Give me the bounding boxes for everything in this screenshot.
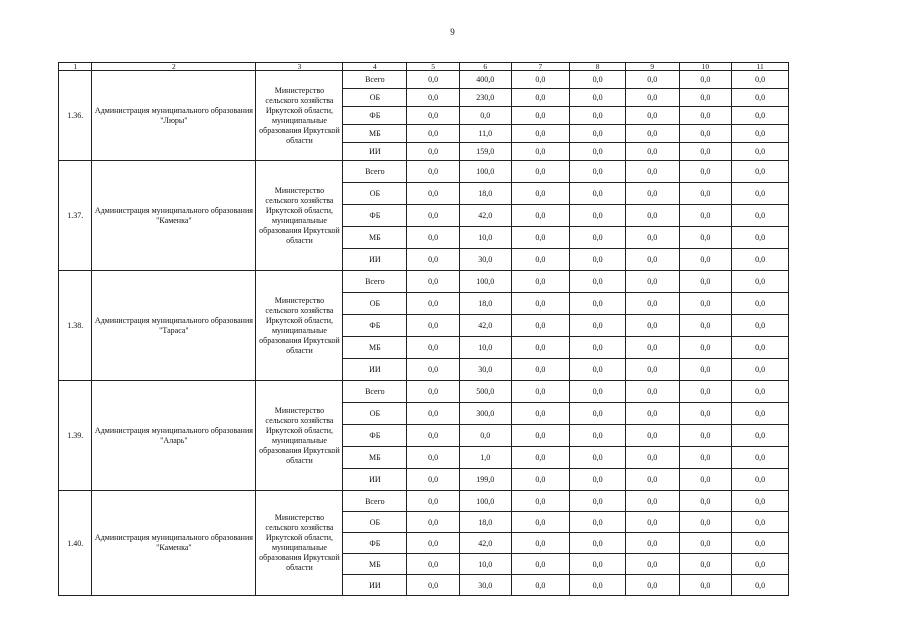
funding-source: ИИ <box>343 575 407 596</box>
amount-cell: 0,0 <box>679 403 732 425</box>
amount-cell: 0,0 <box>679 512 732 533</box>
amount-cell: 300,0 <box>459 403 511 425</box>
amount-cell: 18,0 <box>459 512 511 533</box>
funding-source: ФБ <box>343 205 407 227</box>
funding-source: МБ <box>343 337 407 359</box>
amount-cell: 0,0 <box>511 227 570 249</box>
amount-cell: 0,0 <box>511 575 570 596</box>
amount-cell: 0,0 <box>625 271 679 293</box>
amount-cell: 0,0 <box>679 161 732 183</box>
amount-cell: 0,0 <box>732 381 789 403</box>
amount-cell: 0,0 <box>679 89 732 107</box>
amount-cell: 18,0 <box>459 293 511 315</box>
amount-cell: 30,0 <box>459 249 511 271</box>
funding-source: ИИ <box>343 249 407 271</box>
table-row <box>59 271 789 293</box>
amount-cell: 0,0 <box>732 533 789 554</box>
amount-cell: 0,0 <box>679 469 732 491</box>
amount-cell: 1,0 <box>459 447 511 469</box>
amount-cell: 0,0 <box>625 512 679 533</box>
amount-cell: 0,0 <box>407 293 460 315</box>
organization-name: Администрация муниципального образования "Каменка" <box>92 491 256 596</box>
amount-cell: 0,0 <box>407 512 460 533</box>
amount-cell: 0,0 <box>459 425 511 447</box>
amount-cell: 0,0 <box>570 381 626 403</box>
amount-cell: 0,0 <box>679 554 732 575</box>
responsible-ministry: Министерство сельского хозяйства Иркутской области, муниципальные образования Иркутской области <box>256 161 343 271</box>
funding-source: Всего <box>343 271 407 293</box>
item-number: 1.40. <box>59 491 92 596</box>
amount-cell: 100,0 <box>459 491 511 512</box>
amount-cell: 0,0 <box>407 107 460 125</box>
amount-cell: 0,0 <box>679 533 732 554</box>
amount-cell: 0,0 <box>625 425 679 447</box>
amount-cell: 0,0 <box>625 359 679 381</box>
amount-cell: 0,0 <box>570 491 626 512</box>
amount-cell: 0,0 <box>625 125 679 143</box>
funding-source: ОБ <box>343 183 407 205</box>
amount-cell: 0,0 <box>679 447 732 469</box>
amount-cell: 30,0 <box>459 575 511 596</box>
amount-cell: 0,0 <box>570 143 626 161</box>
amount-cell: 0,0 <box>732 403 789 425</box>
amount-cell: 0,0 <box>511 425 570 447</box>
amount-cell: 0,0 <box>625 205 679 227</box>
amount-cell: 0,0 <box>407 183 460 205</box>
amount-cell: 0,0 <box>732 107 789 125</box>
amount-cell: 11,0 <box>459 125 511 143</box>
amount-cell: 0,0 <box>407 359 460 381</box>
amount-cell: 0,0 <box>570 293 626 315</box>
amount-cell: 0,0 <box>679 107 732 125</box>
amount-cell: 0,0 <box>679 143 732 161</box>
amount-cell: 500,0 <box>459 381 511 403</box>
amount-cell: 0,0 <box>625 403 679 425</box>
amount-cell: 0,0 <box>625 447 679 469</box>
amount-cell: 0,0 <box>732 249 789 271</box>
column-header: 10 <box>679 63 732 71</box>
amount-cell: 0,0 <box>679 315 732 337</box>
amount-cell: 0,0 <box>511 554 570 575</box>
amount-cell: 0,0 <box>570 271 626 293</box>
amount-cell: 42,0 <box>459 315 511 337</box>
amount-cell: 0,0 <box>570 107 626 125</box>
amount-cell: 0,0 <box>679 381 732 403</box>
amount-cell: 0,0 <box>679 425 732 447</box>
amount-cell: 0,0 <box>732 271 789 293</box>
amount-cell: 0,0 <box>732 71 789 89</box>
amount-cell: 0,0 <box>511 512 570 533</box>
amount-cell: 0,0 <box>679 71 732 89</box>
amount-cell: 0,0 <box>679 125 732 143</box>
amount-cell: 0,0 <box>511 89 570 107</box>
amount-cell: 0,0 <box>625 143 679 161</box>
funding-source: МБ <box>343 125 407 143</box>
amount-cell: 0,0 <box>679 227 732 249</box>
amount-cell: 0,0 <box>570 89 626 107</box>
column-header: 11 <box>732 63 789 71</box>
funding-source: МБ <box>343 554 407 575</box>
amount-cell: 0,0 <box>732 315 789 337</box>
item-number: 1.36. <box>59 71 92 161</box>
amount-cell: 0,0 <box>732 205 789 227</box>
amount-cell: 30,0 <box>459 359 511 381</box>
organization-name: Администрация муниципального образования "Тараса" <box>92 271 256 381</box>
amount-cell: 0,0 <box>407 315 460 337</box>
funding-source: ОБ <box>343 403 407 425</box>
amount-cell: 0,0 <box>625 249 679 271</box>
amount-cell: 0,0 <box>570 227 626 249</box>
amount-cell: 0,0 <box>511 143 570 161</box>
amount-cell: 0,0 <box>679 205 732 227</box>
amount-cell: 0,0 <box>732 469 789 491</box>
amount-cell: 18,0 <box>459 183 511 205</box>
amount-cell: 0,0 <box>570 469 626 491</box>
responsible-ministry: Министерство сельского хозяйства Иркутской области, муниципальные образования Иркутской области <box>256 381 343 491</box>
amount-cell: 0,0 <box>679 271 732 293</box>
amount-cell: 0,0 <box>625 337 679 359</box>
amount-cell: 0,0 <box>625 381 679 403</box>
amount-cell: 0,0 <box>407 447 460 469</box>
funding-source: ФБ <box>343 533 407 554</box>
amount-cell: 0,0 <box>679 249 732 271</box>
responsible-ministry: Министерство сельского хозяйства Иркутской области, муниципальные образования Иркутской области <box>256 271 343 381</box>
funding-source: ИИ <box>343 359 407 381</box>
amount-cell: 0,0 <box>732 183 789 205</box>
amount-cell: 0,0 <box>407 575 460 596</box>
amount-cell: 0,0 <box>570 447 626 469</box>
amount-cell: 0,0 <box>732 491 789 512</box>
funding-source: МБ <box>343 447 407 469</box>
amount-cell: 159,0 <box>459 143 511 161</box>
funding-source: Всего <box>343 491 407 512</box>
amount-cell: 0,0 <box>511 71 570 89</box>
responsible-ministry: Министерство сельского хозяйства Иркутской области, муниципальные образования Иркутской области <box>256 71 343 161</box>
amount-cell: 0,0 <box>407 337 460 359</box>
column-header: 2 <box>92 63 256 71</box>
amount-cell: 0,0 <box>570 205 626 227</box>
amount-cell: 0,0 <box>511 533 570 554</box>
amount-cell: 0,0 <box>732 575 789 596</box>
amount-cell: 0,0 <box>732 447 789 469</box>
table-row <box>59 381 789 403</box>
organization-name: Администрация муниципального образования "Каменка" <box>92 161 256 271</box>
amount-cell: 0,0 <box>732 143 789 161</box>
funding-source: ФБ <box>343 425 407 447</box>
amount-cell: 0,0 <box>407 71 460 89</box>
amount-cell: 0,0 <box>570 575 626 596</box>
amount-cell: 0,0 <box>407 249 460 271</box>
amount-cell: 0,0 <box>407 533 460 554</box>
amount-cell: 0,0 <box>679 575 732 596</box>
amount-cell: 0,0 <box>570 337 626 359</box>
organization-name: Администрация муниципального образования "Аларь" <box>92 381 256 491</box>
amount-cell: 0,0 <box>732 337 789 359</box>
amount-cell: 0,0 <box>625 183 679 205</box>
amount-cell: 0,0 <box>732 293 789 315</box>
table-row <box>59 491 789 512</box>
amount-cell: 0,0 <box>511 491 570 512</box>
amount-cell: 42,0 <box>459 533 511 554</box>
amount-cell: 10,0 <box>459 227 511 249</box>
amount-cell: 100,0 <box>459 271 511 293</box>
amount-cell: 0,0 <box>570 403 626 425</box>
amount-cell: 0,0 <box>625 71 679 89</box>
amount-cell: 10,0 <box>459 337 511 359</box>
amount-cell: 0,0 <box>570 512 626 533</box>
amount-cell: 0,0 <box>732 227 789 249</box>
amount-cell: 0,0 <box>407 205 460 227</box>
column-header: 7 <box>511 63 570 71</box>
amount-cell: 0,0 <box>459 107 511 125</box>
amount-cell: 0,0 <box>407 425 460 447</box>
table-row <box>59 161 789 183</box>
amount-cell: 0,0 <box>625 575 679 596</box>
amount-cell: 199,0 <box>459 469 511 491</box>
amount-cell: 400,0 <box>459 71 511 89</box>
amount-cell: 0,0 <box>511 249 570 271</box>
amount-cell: 0,0 <box>511 271 570 293</box>
column-header: 8 <box>570 63 626 71</box>
amount-cell: 0,0 <box>732 125 789 143</box>
amount-cell: 0,0 <box>732 425 789 447</box>
column-header: 4 <box>343 63 407 71</box>
amount-cell: 0,0 <box>732 512 789 533</box>
funding-source: ИИ <box>343 469 407 491</box>
item-number: 1.37. <box>59 161 92 271</box>
column-header: 1 <box>59 63 92 71</box>
header-row <box>59 63 789 71</box>
budget-table <box>58 62 789 596</box>
amount-cell: 0,0 <box>407 227 460 249</box>
amount-cell: 0,0 <box>625 315 679 337</box>
amount-cell: 0,0 <box>407 381 460 403</box>
amount-cell: 0,0 <box>407 491 460 512</box>
amount-cell: 0,0 <box>511 381 570 403</box>
amount-cell: 0,0 <box>732 89 789 107</box>
funding-source: Всего <box>343 161 407 183</box>
amount-cell: 0,0 <box>407 143 460 161</box>
table-row <box>59 71 789 89</box>
responsible-ministry: Министерство сельского хозяйства Иркутской области, муниципальные образования Иркутской области <box>256 491 343 596</box>
amount-cell: 0,0 <box>511 161 570 183</box>
funding-source: ОБ <box>343 512 407 533</box>
amount-cell: 0,0 <box>625 533 679 554</box>
page-number: 9 <box>450 27 455 37</box>
amount-cell: 0,0 <box>511 183 570 205</box>
amount-cell: 0,0 <box>511 403 570 425</box>
amount-cell: 0,0 <box>625 161 679 183</box>
funding-source: МБ <box>343 227 407 249</box>
amount-cell: 10,0 <box>459 554 511 575</box>
column-header: 3 <box>256 63 343 71</box>
amount-cell: 0,0 <box>625 107 679 125</box>
amount-cell: 0,0 <box>625 293 679 315</box>
amount-cell: 0,0 <box>511 315 570 337</box>
amount-cell: 0,0 <box>570 249 626 271</box>
organization-name: Администрация муниципального образования "Люры" <box>92 71 256 161</box>
amount-cell: 0,0 <box>570 554 626 575</box>
amount-cell: 0,0 <box>679 183 732 205</box>
amount-cell: 0,0 <box>625 491 679 512</box>
amount-cell: 100,0 <box>459 161 511 183</box>
amount-cell: 0,0 <box>407 161 460 183</box>
amount-cell: 0,0 <box>511 107 570 125</box>
amount-cell: 0,0 <box>511 337 570 359</box>
item-number: 1.38. <box>59 271 92 381</box>
amount-cell: 230,0 <box>459 89 511 107</box>
amount-cell: 0,0 <box>511 205 570 227</box>
amount-cell: 0,0 <box>570 71 626 89</box>
funding-source: ФБ <box>343 315 407 337</box>
funding-source: ОБ <box>343 293 407 315</box>
amount-cell: 0,0 <box>407 469 460 491</box>
amount-cell: 0,0 <box>407 271 460 293</box>
amount-cell: 0,0 <box>570 533 626 554</box>
amount-cell: 0,0 <box>511 293 570 315</box>
amount-cell: 0,0 <box>732 359 789 381</box>
amount-cell: 0,0 <box>625 89 679 107</box>
amount-cell: 0,0 <box>625 554 679 575</box>
amount-cell: 0,0 <box>625 227 679 249</box>
amount-cell: 0,0 <box>732 554 789 575</box>
column-header: 5 <box>407 63 460 71</box>
amount-cell: 42,0 <box>459 205 511 227</box>
column-header: 6 <box>459 63 511 71</box>
funding-source: Всего <box>343 71 407 89</box>
amount-cell: 0,0 <box>511 447 570 469</box>
amount-cell: 0,0 <box>407 89 460 107</box>
item-number: 1.39. <box>59 381 92 491</box>
amount-cell: 0,0 <box>679 337 732 359</box>
amount-cell: 0,0 <box>679 359 732 381</box>
amount-cell: 0,0 <box>570 359 626 381</box>
amount-cell: 0,0 <box>511 469 570 491</box>
amount-cell: 0,0 <box>570 425 626 447</box>
amount-cell: 0,0 <box>407 403 460 425</box>
amount-cell: 0,0 <box>679 293 732 315</box>
amount-cell: 0,0 <box>511 359 570 381</box>
amount-cell: 0,0 <box>625 469 679 491</box>
amount-cell: 0,0 <box>732 161 789 183</box>
amount-cell: 0,0 <box>570 161 626 183</box>
column-header: 9 <box>625 63 679 71</box>
funding-source: ИИ <box>343 143 407 161</box>
amount-cell: 0,0 <box>570 183 626 205</box>
amount-cell: 0,0 <box>570 125 626 143</box>
amount-cell: 0,0 <box>679 491 732 512</box>
amount-cell: 0,0 <box>511 125 570 143</box>
funding-source: Всего <box>343 381 407 403</box>
amount-cell: 0,0 <box>407 125 460 143</box>
amount-cell: 0,0 <box>407 554 460 575</box>
funding-source: ОБ <box>343 89 407 107</box>
amount-cell: 0,0 <box>570 315 626 337</box>
funding-source: ФБ <box>343 107 407 125</box>
